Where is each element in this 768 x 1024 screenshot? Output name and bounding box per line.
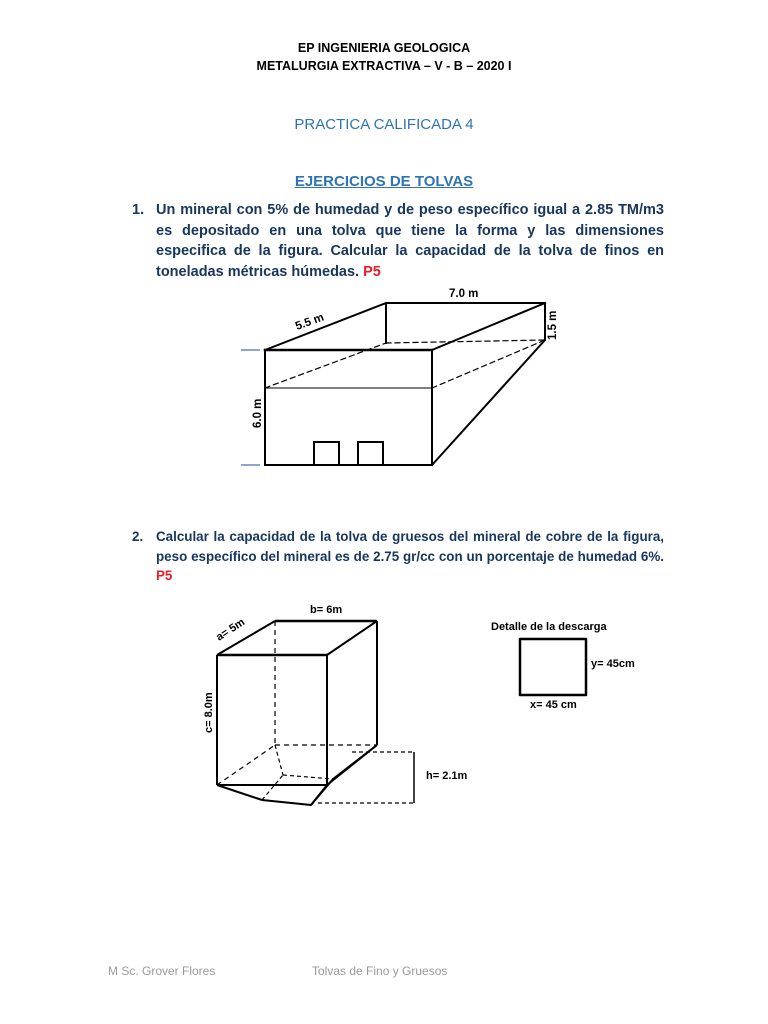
footer-author: M Sc. Grover Flores	[108, 964, 216, 978]
problem-1-number: 1.	[132, 202, 145, 218]
fig2-hidden-bottom-left	[217, 745, 275, 785]
header-line-1: EP INGENIERIA GEOLOGICA	[297, 41, 471, 55]
fig2-pyramid-left-edge	[217, 785, 262, 800]
problem-1-text: Un mineral con 5% de humedad y de peso específico igual a 2.85 TM/m3 es depositado en una tolva que tiene la forma y las dimensiones especifica de la figura. Calcular la capacidad de la tolva de finos en toneladas métricas húmedas.	[156, 202, 664, 280]
header-line-2: METALURGIA EXTRACTIVA – V - B – 2020 I	[256, 59, 512, 73]
fig2-h-label: h= 2.1m	[426, 770, 468, 782]
fig2-a-label: a= 5m	[214, 616, 248, 644]
fig2-detail-title: Detalle de la descarga	[491, 621, 607, 633]
problem-1-points: P5	[363, 263, 381, 280]
page-title: PRACTICA CALIFICADA 4	[294, 116, 474, 133]
fig1-top-height-label: 1.5 m	[547, 310, 559, 340]
fig2-hidden-pyramid-edge	[275, 745, 283, 775]
problem-2-points: P5	[156, 568, 173, 583]
fig2-hidden-outlet-back	[283, 775, 333, 779]
fig2-detail-y-label: y= 45cm	[591, 658, 635, 670]
problem-2-text: Calcular la capacidad de la tolva de gruesos del mineral de cobre de la figura, peso específico del mineral es de 2.75 gr/cc con un porcentaje de humedad 6%.	[156, 529, 664, 564]
problem-2-number: 2.	[132, 529, 144, 544]
fig1-width-label: 5.5 m	[293, 311, 326, 333]
fig2-c-label: c= 8.0m	[203, 692, 215, 733]
fig2-b-label: b= 6m	[310, 604, 343, 616]
section-title: EJERCICIOS DE TOLVAS	[294, 173, 474, 190]
footer-topic: Tolvas de Fino y Gruesos	[312, 964, 448, 978]
fig2-discharge-outlet	[262, 779, 333, 805]
fig2-discharge-detail-square	[520, 639, 586, 695]
fig2-pyramid-back-edge	[333, 745, 377, 779]
fig1-length-label: 7.0 m	[449, 288, 479, 300]
fig2-top-right-edge	[327, 621, 377, 655]
fig1-height-label: 6.0 m	[252, 398, 264, 428]
fig2-hidden-outlet-edge	[262, 775, 283, 800]
fig2-detail-x-label: x= 45 cm	[530, 699, 577, 711]
